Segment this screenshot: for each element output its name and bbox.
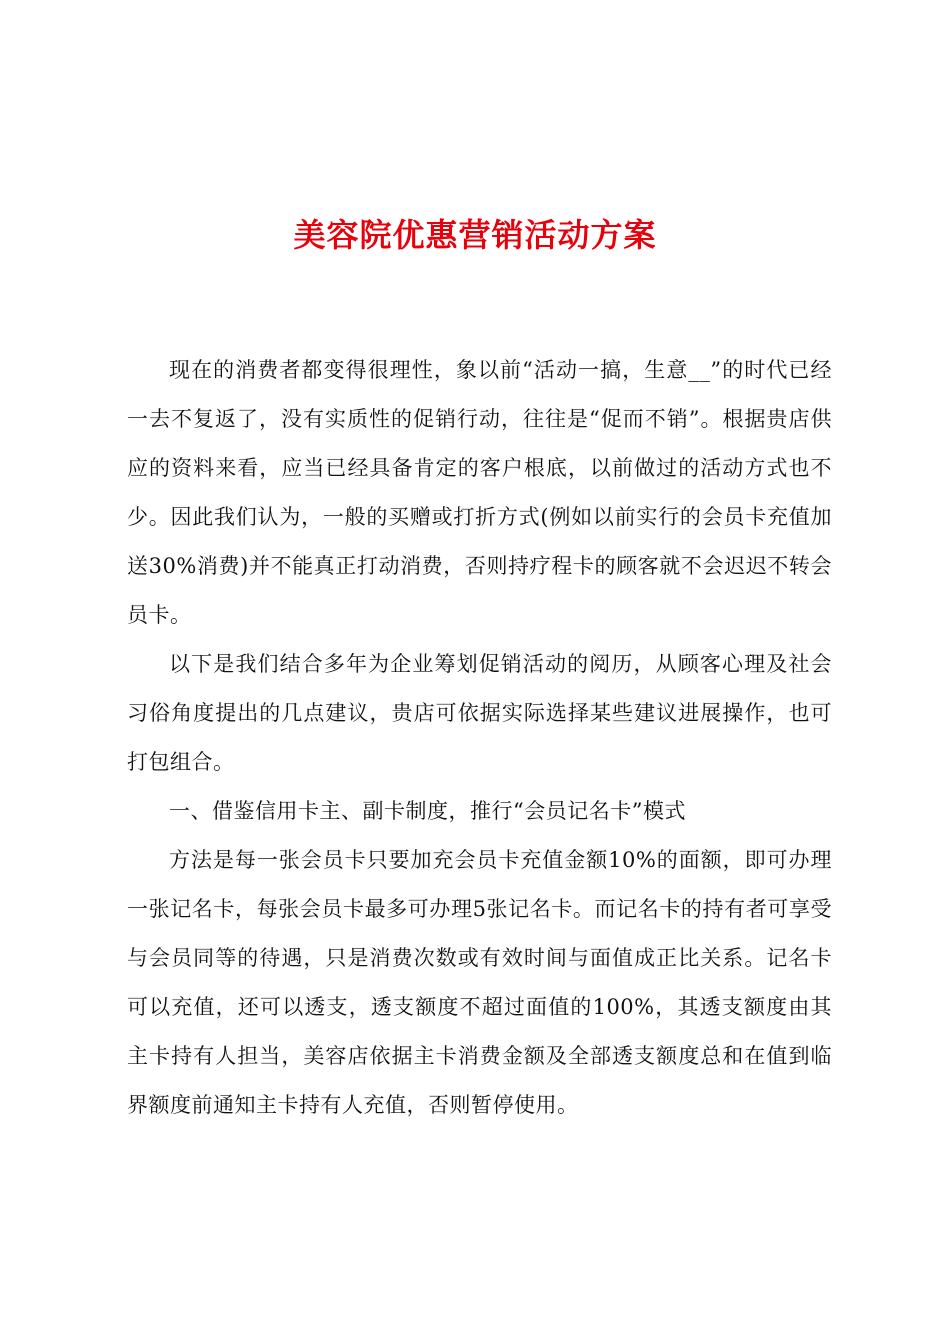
paragraph-intro: 现在的消费者都变得很理性，象以前“活动一搞，生意__”的时代已经一去不复返了，没有实质性的促销行动，往往是“促而不销”。根据贵店供应的资料来看，应当已经具备肯定的客户根底，以前做过的活动方式也不少。因此我们认为，一般的买赠或打折方式(例如以前实行的会员卡充值加送30%消费)并不能真正打动消费，否则持疗程卡的顾客就不会迟迟不转会员卡。 <box>127 358 832 627</box>
section-heading-1: 一、借鉴信用卡主、副卡制度，推行“会员记名卡”模式 <box>169 799 686 823</box>
paragraph-method: 方法是每一张会员卡只要加充会员卡充值金额10%的面额，即可办理一张记名卡，每张会员卡最多可办理5张记名卡。而记名卡的持有者可享受与会员同等的待遇，只是消费次数或有效时间与面值成正比关系。记名卡可以充值，还可以透支，透支额度不超过面值的100%，其透支额度由其主卡持有人担当，美容店依据主卡消费金额及全部透支额度总和在值到临界额度前通知主卡持有人充值，否则暂停使用。 <box>127 848 832 1117</box>
paragraph-suggestions: 以下是我们结合多年为企业筹划促销活动的阅历，从顾客心理及社会习俗角度提出的几点建议，贵店可依据实际选择某些建议进展操作，也可打包组合。 <box>127 652 832 774</box>
document-title: 美容院优惠营销活动方案 <box>293 216 657 254</box>
document-body <box>127 346 832 1130</box>
